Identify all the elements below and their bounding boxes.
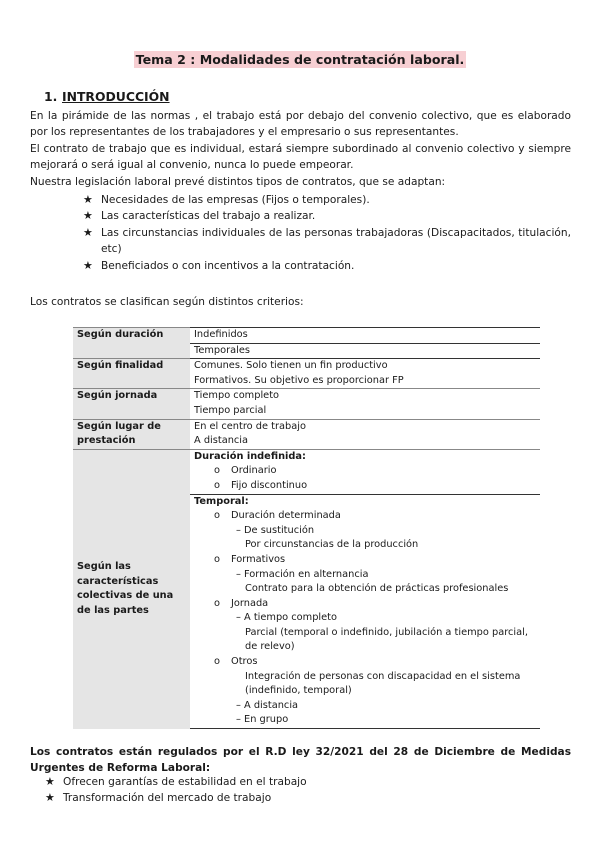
- circle-icon: o: [214, 553, 220, 565]
- star-icon: ★: [45, 791, 55, 805]
- table-row: [73, 389, 540, 419]
- table-cell: [190, 494, 540, 729]
- cell-line: Comunes. Solo tienen un fin productivo: [194, 360, 388, 372]
- cell-line: [194, 597, 536, 612]
- bullet-text: Las características del trabajo a realizar.: [101, 210, 316, 223]
- cell-line: En el centro de trabajo: [194, 420, 306, 432]
- cell-line: Tiempo completo: [194, 390, 280, 402]
- cell-heading: Duración indefinida:: [194, 450, 306, 462]
- cell-line: – De sustitución: [236, 524, 315, 536]
- cell-line: Por circunstancias de la producción: [245, 539, 419, 551]
- section-number: 1.: [44, 89, 58, 104]
- cell-line: [194, 655, 536, 670]
- intro-paragraph-4: Los contratos se clasifican según distintos criterios:: [30, 296, 304, 308]
- regulation-paragraph: Los contratos están regulados por el R.D ley 32/2021 del 28 de Diciembre de Medidas Urgentes de Reforma Laboral:: [30, 746, 571, 775]
- bullet-text: Transformación del mercado de trabajo: [63, 792, 272, 805]
- cell-line: – En grupo: [236, 714, 289, 726]
- cell-text: Jornada: [231, 597, 269, 609]
- circle-icon: o: [214, 465, 220, 477]
- cell-line: A distancia: [194, 435, 249, 447]
- cell-line: Contrato para la obtención de prácticas profesionales: [245, 583, 509, 595]
- table-cell: [190, 449, 540, 494]
- cell-line: [194, 479, 536, 494]
- cell-line: [194, 464, 536, 479]
- table-row: [73, 419, 540, 449]
- star-icon: ★: [45, 775, 55, 788]
- contract-classification-table: [73, 327, 540, 729]
- section-heading: [44, 88, 170, 105]
- cell-line: Integración de personas con discapacidad en el sistema (indefinido, temporal): [245, 670, 521, 697]
- circle-icon: o: [214, 656, 220, 668]
- cell-line: [194, 553, 536, 568]
- table-row: [73, 359, 540, 389]
- row-label-caracteristicas: Según las características colectivas de una de las partes: [73, 449, 190, 728]
- cell-line: – Formación en alternancia: [236, 568, 369, 580]
- cell-line: – A distancia: [236, 699, 299, 711]
- table-row: [73, 328, 540, 344]
- intro-bullet-list: [83, 192, 571, 274]
- intro-block: [30, 108, 571, 190]
- star-icon: ★: [83, 225, 93, 239]
- cell-text: Formativos: [231, 553, 286, 565]
- section-title: INTRODUCCIÓN: [62, 89, 170, 104]
- cell-heading: Temporal:: [194, 495, 249, 507]
- cell-text: Parcial (temporal o indefinido, jubilación a tiempo parcial, de relevo): [245, 626, 528, 653]
- table-row: [73, 449, 540, 494]
- star-icon: ★: [83, 209, 93, 223]
- intro-paragraph-1: En la pirámide de las normas , el trabajo está por debajo del convenio colectivo, que es elaborado por los representantes de los trabajadores y el empresario o sus representantes.: [30, 110, 571, 139]
- row-label-duracion: Según duración: [73, 328, 190, 359]
- table-cell: Indefinidos: [190, 328, 540, 344]
- cell-line: [194, 509, 536, 524]
- list-item: [83, 192, 571, 208]
- star-icon: ★: [83, 193, 93, 206]
- cell-line: [194, 626, 536, 655]
- intro-paragraph-3: Nuestra legislación laboral prevé distintos tipos de contratos, que se adaptan:: [30, 175, 446, 188]
- list-item: [83, 225, 571, 258]
- circle-icon: o: [214, 510, 220, 522]
- cell-line: – A tiempo completo: [236, 612, 338, 624]
- list-item: [45, 774, 565, 790]
- table-cell: Temporales: [190, 343, 540, 359]
- table-cell: [190, 359, 540, 389]
- regulation-bullet-list: [45, 774, 565, 807]
- cell-text: Fijo discontinuo: [231, 479, 308, 491]
- cell-line: Formativos. Su objetivo es proporcionar FP: [194, 374, 404, 386]
- row-label-finalidad: Según finalidad: [73, 359, 190, 389]
- list-item: [83, 208, 571, 224]
- list-item: [83, 258, 571, 274]
- bullet-text: Necesidades de las empresas (Fijos o temporales).: [101, 194, 370, 206]
- cell-text: Duración determinada: [231, 510, 341, 522]
- row-label-lugar: Según lugar de prestación: [73, 419, 190, 449]
- bullet-text: Las circunstancias individuales de las personas trabajadoras (Discapacitados, titulación, etc): [101, 226, 571, 256]
- intro-paragraph-2: El contrato de trabajo que es individual, estará siempre subordinado al convenio colectivo y siempre mejorará o será igual al convenio, nunca lo puede empeorar.: [30, 142, 571, 172]
- title-wrap: [0, 51, 600, 69]
- cell-line: Tiempo parcial: [194, 404, 267, 416]
- cell-text: Otros: [231, 656, 258, 668]
- cell-text: Ordinario: [231, 465, 277, 477]
- table-cell: [190, 419, 540, 449]
- table-cell: [190, 389, 540, 419]
- page-title: Tema 2 : Modalidades de contratación laboral.: [135, 52, 465, 67]
- row-label-jornada: Según jornada: [73, 389, 190, 419]
- circle-icon: o: [214, 479, 220, 491]
- bullet-text: Ofrecen garantías de estabilidad en el trabajo: [63, 776, 307, 788]
- list-item: [45, 790, 565, 806]
- star-icon: ★: [83, 258, 93, 272]
- bullet-text: Beneficiados o con incentivos a la contratación.: [101, 259, 355, 272]
- circle-icon: o: [214, 597, 220, 609]
